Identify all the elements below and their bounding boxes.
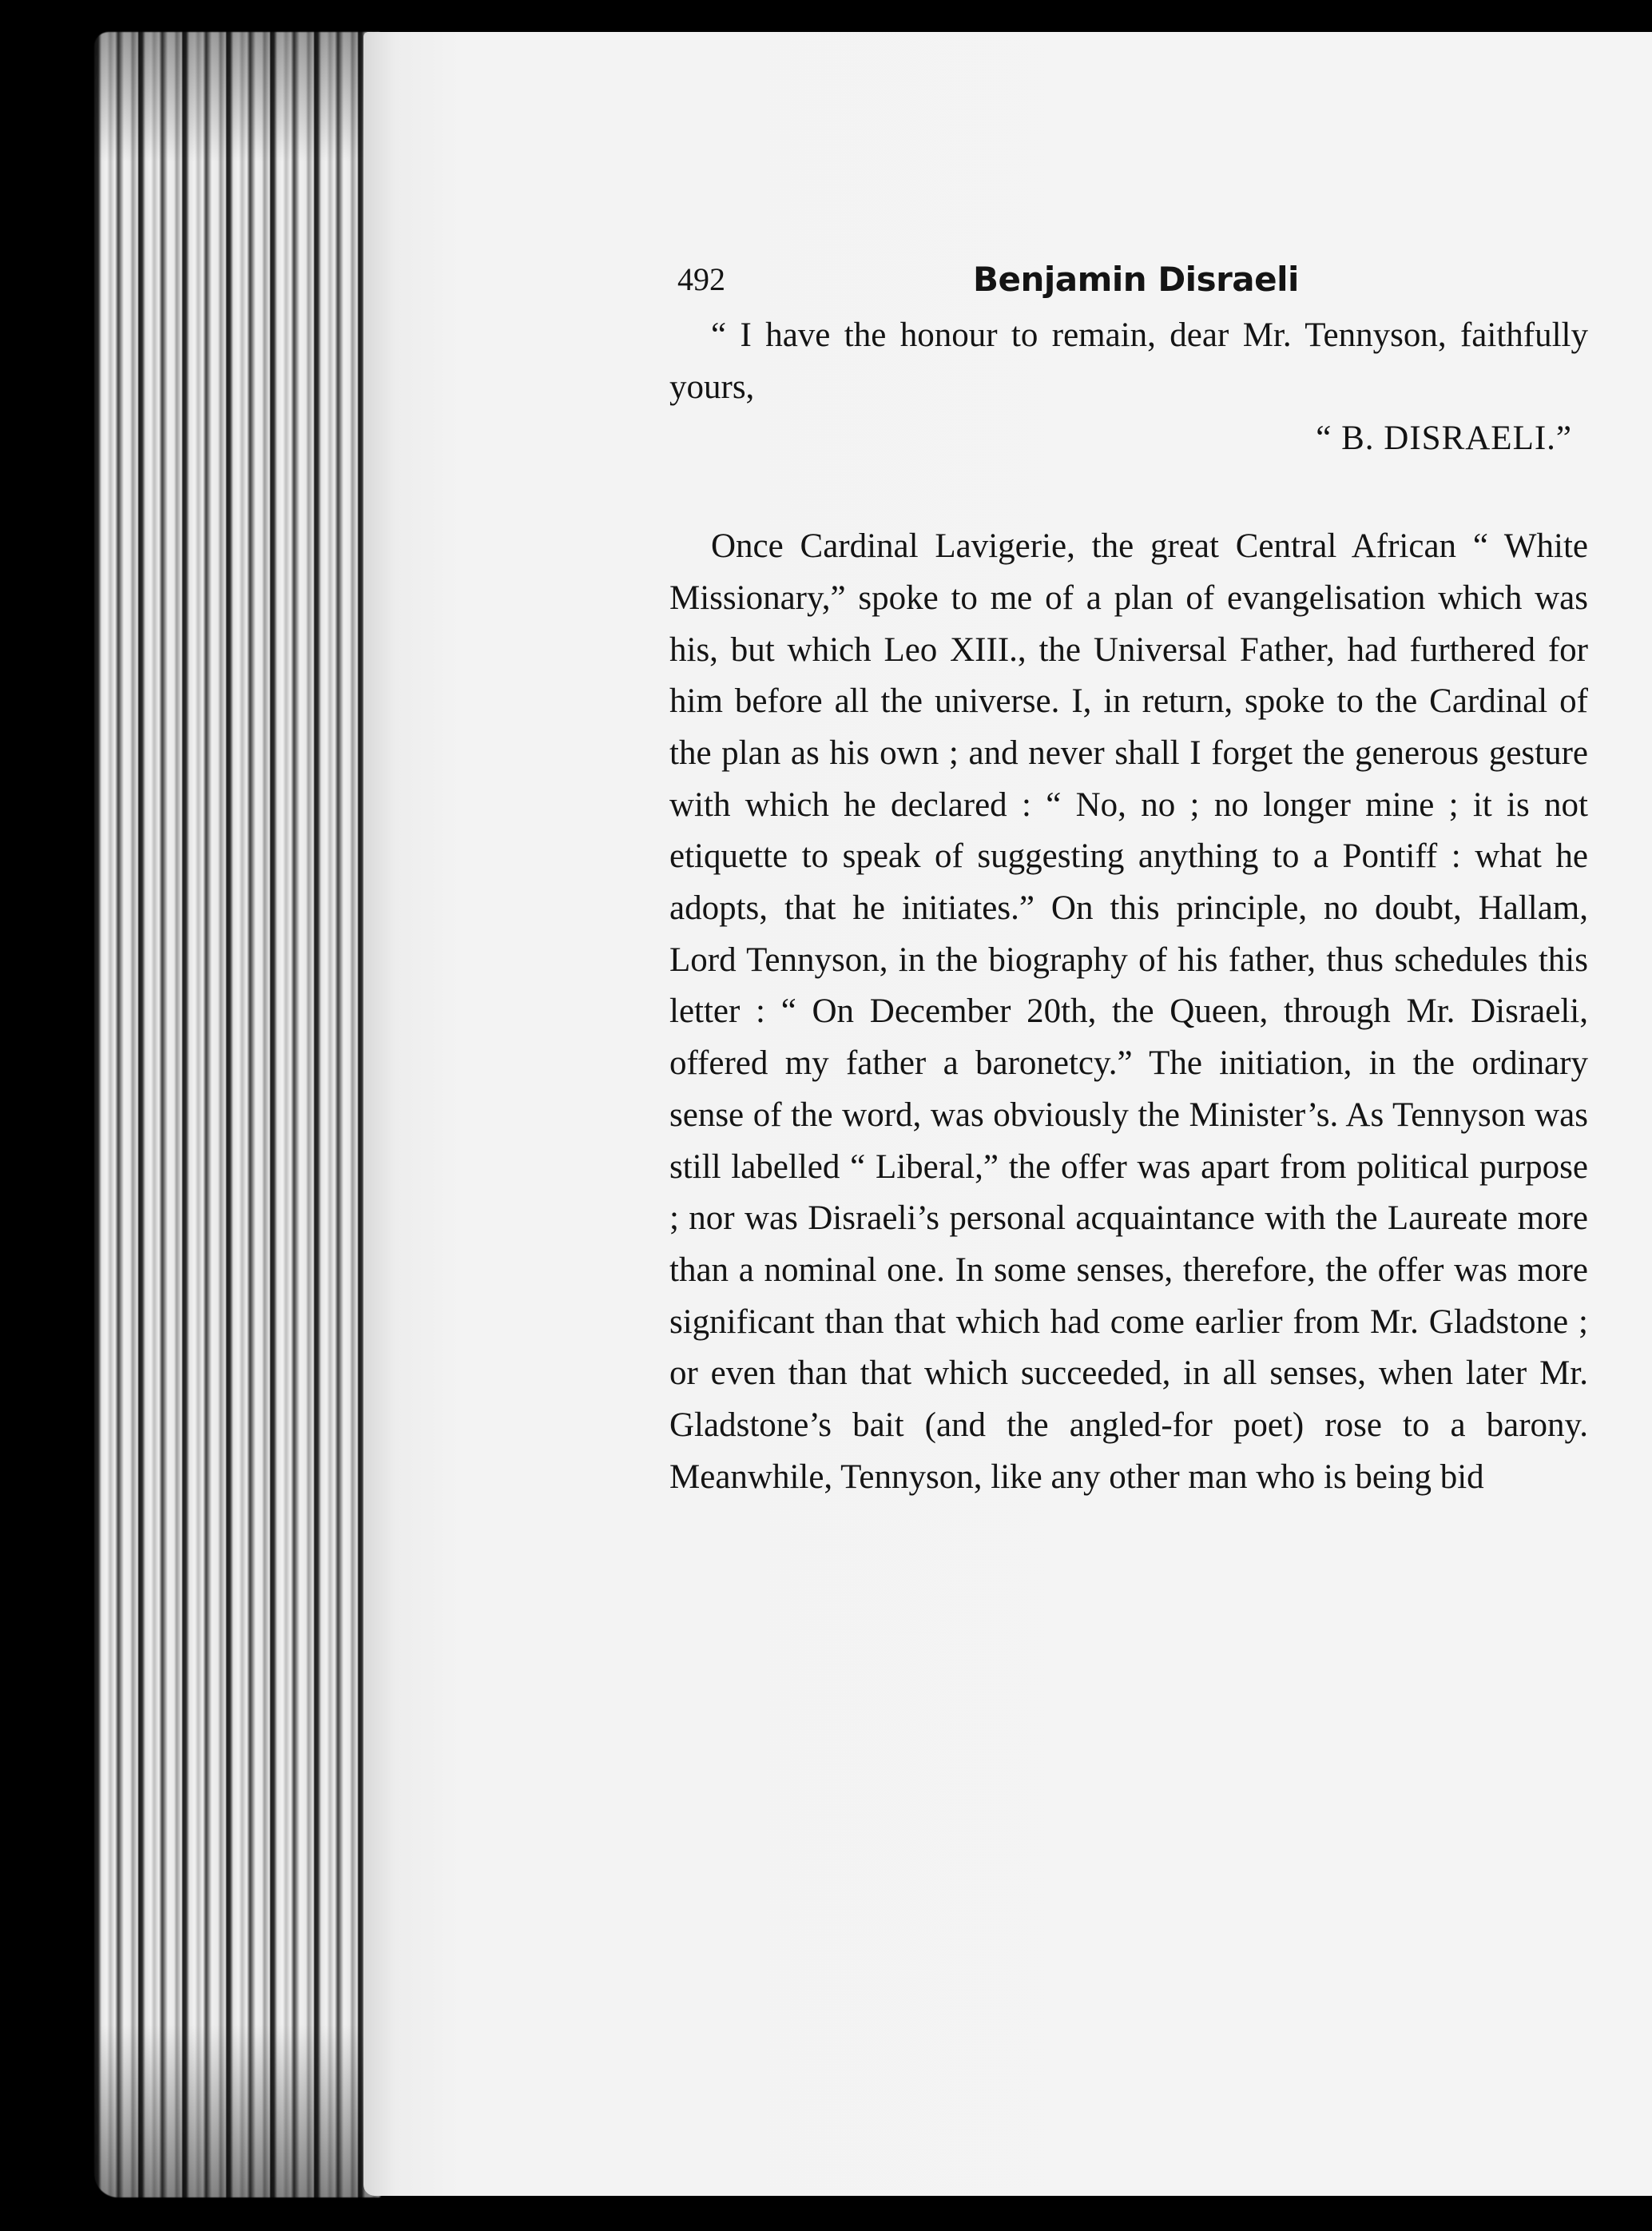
page-text-block [669, 254, 1588, 1503]
running-head [669, 254, 1588, 305]
body-paragraph: Once Cardinal Lavigerie, the great Central African “ White Missionary,” spoke to me of a plan of evangelisation which was his, but which Leo XIII., the Universal Father, had furthered for him before all the universe. I, in return, spoke to the Cardinal of the plan as his own ; and never shall I forget the generous gesture with which he declared : “ No, no ; no longer mine ; it is not etiquette to speak of suggesting anything to a Pontiff : what he adopts, that he initiates.” On this principle, no doubt, Hallam, Lord Tennyson, in the biography of his father, thus schedules this letter : “ On December 20th, the Queen, through Mr. Disraeli, offered my father a baronetcy.” The initiation, in the ordinary sense of the word, was obviously the Minister’s. As Tennyson was still labelled “ Liberal,” the offer was apart from political purpose ; nor was Disraeli’s personal acquaintance with the Laureate more than a nominal one. In some senses, therefore, the offer was more significant than that which had come earlier from Mr. Gladstone ; or even than that which succeeded, in all senses, when later Mr. Gladstone’s bait (and the angled-for poet) rose to a barony. Meanwhile, Tennyson, like any other man who is being bid [669, 527, 1588, 1496]
letter-signature: “ B. DISRAELI.” [1316, 420, 1572, 458]
page-number: 492 [677, 261, 725, 297]
letter-closing: “ I have the honour to remain, dear Mr. Tennyson, faithfully yours, [669, 316, 1588, 406]
running-title: Benjamin Disraeli [973, 260, 1299, 299]
book-fore-edges [94, 32, 382, 2197]
